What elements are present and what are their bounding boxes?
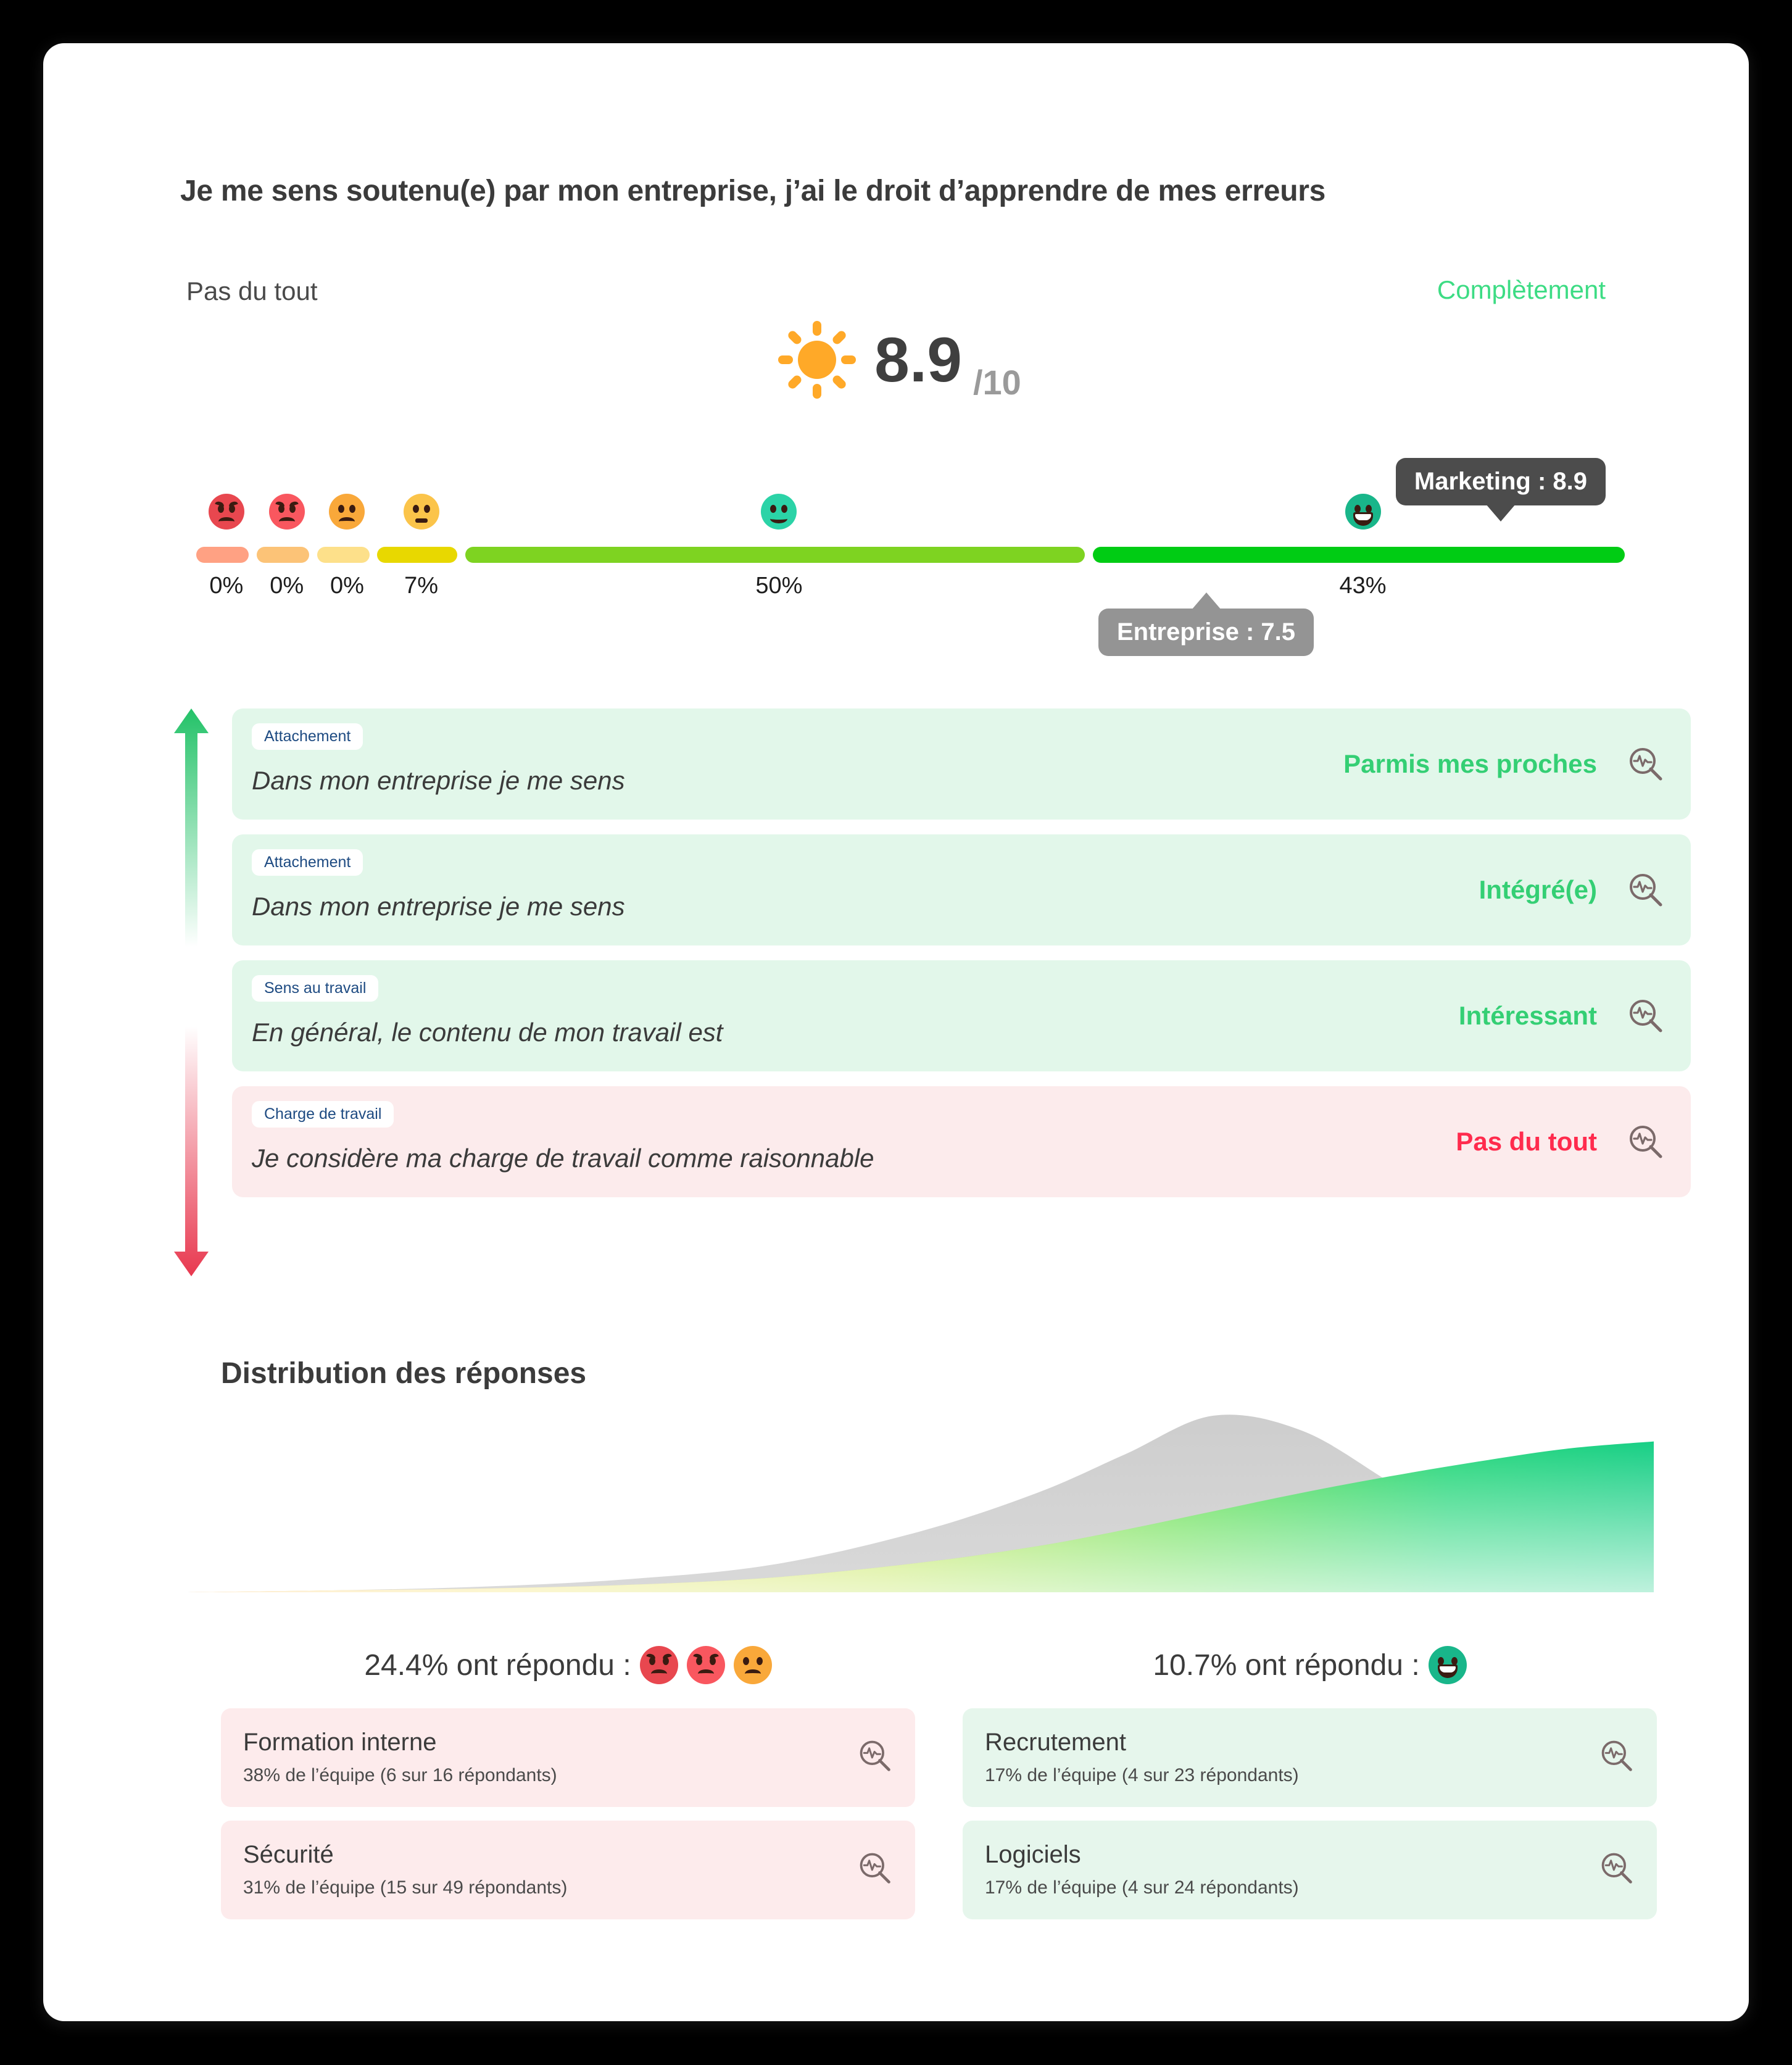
insight-answer: Intéressant (1458, 1001, 1597, 1030)
grin-emoji (1345, 494, 1381, 530)
breakdown-card-detail: 17% de l’équipe (4 sur 24 répondants) (985, 1877, 1299, 1898)
smile-emoji (761, 494, 797, 530)
insight-card[interactable] (232, 708, 1691, 820)
analytics-search-icon[interactable] (857, 1850, 893, 1889)
score-denominator: /10 (973, 363, 1021, 402)
breakdown-card-text (985, 1729, 1599, 1786)
breakdown-card[interactable] (963, 1708, 1657, 1807)
bar-percentage-label: 0% (270, 573, 304, 599)
insight-card[interactable] (232, 960, 1691, 1071)
breakdown-negative-emojis (640, 1646, 772, 1684)
page-title: Je me sens soutenu(e) par mon entreprise, j’ai le droit d’apprendre de mes erreurs (180, 175, 1326, 207)
insight-question: Dans mon entreprise je me sens (252, 766, 625, 795)
insight-text-block (232, 708, 1158, 796)
analytics-search-icon[interactable] (1627, 997, 1691, 1035)
insight-question: En général, le contenu de mon travail est (252, 1018, 723, 1047)
analytics-search-icon[interactable] (1599, 1738, 1635, 1777)
insight-category-badge: Attachement (252, 723, 363, 750)
analytics-search-icon[interactable] (1599, 1850, 1635, 1889)
scale-min-label: Pas du tout (186, 276, 318, 305)
emoji-scale (196, 494, 1633, 543)
distribution-section-title: Distribution des réponses (221, 1357, 587, 1390)
scale-max-label: Complètement (1437, 275, 1606, 304)
analytics-search-icon[interactable] (1627, 871, 1691, 909)
analytics-search-icon[interactable] (1627, 745, 1691, 783)
analytics-search-icon[interactable] (857, 1738, 893, 1777)
angry-emoji (269, 494, 305, 530)
bar-percentage-label: 0% (209, 573, 244, 599)
insight-text-block (232, 1086, 1158, 1173)
bar-segment (465, 547, 1085, 563)
score-block (43, 314, 1749, 406)
insight-answer: Intégré(e) (1479, 875, 1597, 904)
analytics-search-icon[interactable] (1627, 1123, 1691, 1161)
insight-category-badge: Charge de travail (252, 1101, 394, 1128)
company-score-tooltip-label: Entreprise : 7.5 (1117, 618, 1296, 646)
breakdown-card[interactable] (221, 1821, 915, 1919)
insight-question: Je considère ma charge de travail comme raisonnable (252, 1144, 874, 1173)
breakdown-card-text (243, 1729, 857, 1786)
bar-segment (317, 547, 370, 563)
insight-category-badge: Sens au travail (252, 975, 378, 1002)
score-value: 8.9 (874, 325, 962, 395)
angry-emoji (209, 494, 244, 530)
breakdown-column-positive (963, 1635, 1657, 1919)
bar-segment (257, 547, 309, 563)
insight-question: Dans mon entreprise je me sens (252, 892, 625, 921)
breakdown-column-negative (221, 1635, 915, 1919)
bar-segment (1093, 547, 1625, 563)
sun-icon (771, 314, 863, 406)
breakdown-card[interactable] (963, 1821, 1657, 1919)
breakdown-positive-emojis (1429, 1646, 1467, 1684)
breakdown-card-title: Formation interne (243, 1728, 437, 1756)
very-happy-emoji (1429, 1646, 1467, 1684)
team-score-tooltip-label: Marketing : 8.9 (1414, 468, 1587, 495)
breakdown-card-title: Sécurité (243, 1840, 334, 1868)
breakdown-card-title: Recrutement (985, 1728, 1126, 1756)
bar-segment (377, 547, 457, 563)
neutral-emoji (404, 494, 439, 530)
breakdown-card-text (985, 1841, 1599, 1898)
breakdown-positive-header (963, 1635, 1657, 1695)
percentage-labels (196, 573, 1633, 605)
ranking-arrow (167, 708, 216, 1276)
segmented-bar (196, 547, 1633, 563)
response-distribution-bar (196, 494, 1633, 654)
report-card (43, 43, 1749, 2021)
breakdown-card[interactable] (221, 1708, 915, 1807)
angry-dark-emoji (640, 1646, 678, 1684)
bar-percentage-label: 7% (404, 573, 438, 599)
insight-answer: Pas du tout (1456, 1127, 1597, 1156)
breakdown-card-text (243, 1841, 857, 1898)
insight-text-block (232, 960, 1158, 1047)
breakdown-negative-headline: 24.4% ont répondu : (364, 1648, 631, 1682)
distribution-density-chart (185, 1401, 1654, 1592)
insight-card[interactable] (232, 834, 1691, 945)
bar-percentage-label: 0% (330, 573, 364, 599)
angry-light-emoji (687, 1646, 725, 1684)
insight-category-badge: Attachement (252, 849, 363, 876)
breakdown-card-detail: 31% de l’équipe (15 sur 49 répondants) (243, 1877, 568, 1898)
breakdown-card-detail: 38% de l’équipe (6 sur 16 répondants) (243, 1764, 557, 1785)
insight-card[interactable] (232, 1086, 1691, 1197)
breakdown-negative-header (221, 1635, 915, 1695)
breakdown-card-title: Logiciels (985, 1840, 1081, 1868)
sad-emoji (329, 494, 365, 530)
breakdown-card-detail: 17% de l’équipe (4 sur 23 répondants) (985, 1764, 1299, 1785)
sad-emoji (734, 1646, 772, 1684)
insight-answer: Parmis mes proches (1343, 749, 1597, 778)
bar-percentage-label: 50% (755, 573, 803, 599)
bar-segment (196, 547, 249, 563)
insight-text-block (232, 834, 1158, 921)
breakdown-positive-headline: 10.7% ont répondu : (1153, 1648, 1420, 1682)
bar-percentage-label: 43% (1339, 573, 1387, 599)
